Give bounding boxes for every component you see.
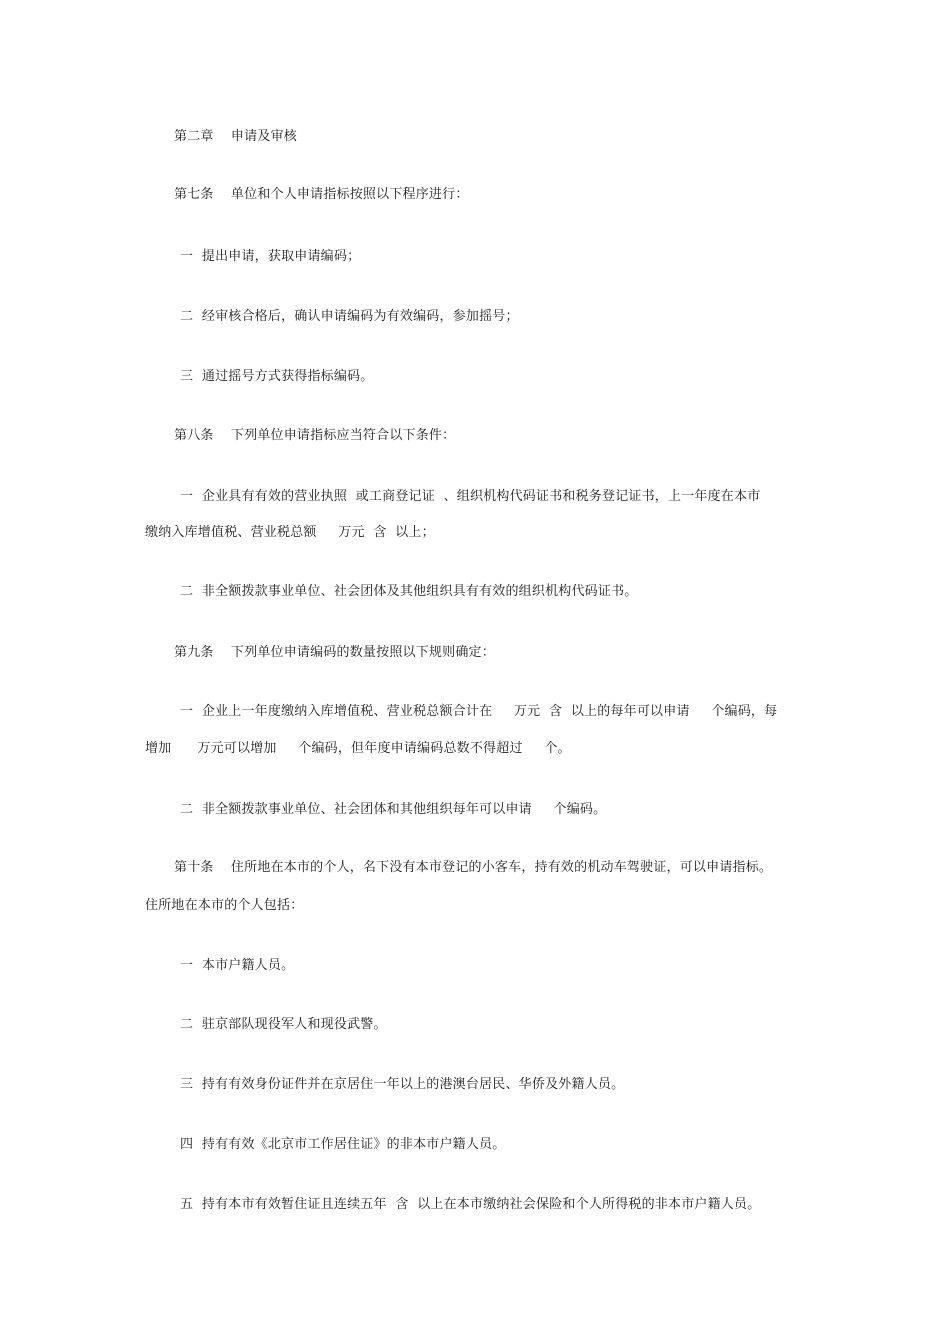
article-7-item-1: 一 提出申请，获取申请编码； bbox=[180, 249, 361, 264]
article-10-title-line-1: 第十条 住所地在本市的个人，名下没有本市登记的小客车，持有效的机动车驾驶证，可以申请指标。 bbox=[174, 860, 773, 875]
article-7-title: 第七条 单位和个人申请指标按照以下程序进行： bbox=[174, 187, 469, 202]
article-9-item-1-line-1: 一 企业上一年度缴纳入库增值税、营业税总额合计在 万元 含 以上的每年可以申请 个编码，每 bbox=[180, 704, 778, 719]
chapter-heading: 第二章 申请及审核 bbox=[174, 129, 297, 144]
article-10-item-3: 三 持有有效身份证件并在京居住一年以上的港澳台居民、华侨及外籍人员。 bbox=[180, 1077, 625, 1092]
article-9-title: 第九条 下列单位申请编码的数量按照以下规则确定： bbox=[174, 645, 495, 660]
article-8-item-2: 二 非全额拨款事业单位、社会团体及其他组织具有有效的组织机构代码证书。 bbox=[180, 584, 638, 599]
article-10-title-line-2: 住所地在本市的个人包括： bbox=[145, 898, 304, 913]
article-10-item-5: 五 持有本市有效暂住证且连续五年 含 以上在本市缴纳社会保险和个人所得税的非本市户籍人员。 bbox=[180, 1197, 761, 1212]
article-9-item-2: 二 非全额拨款事业单位、社会团体和其他组织每年可以申请 个编码。 bbox=[180, 802, 607, 817]
article-8-item-1-line-2: 缴纳入库增值税、营业税总额 万元 含 以上； bbox=[145, 525, 435, 540]
article-10-item-1: 一 本市户籍人员。 bbox=[180, 958, 295, 973]
article-9-item-1-line-2: 增加 万元可以增加 个编码，但年度申请编码总数不得超过 个。 bbox=[145, 741, 571, 756]
article-7-item-2: 二 经审核合格后，确认申请编码为有效编码，参加摇号； bbox=[180, 309, 519, 324]
article-7-item-3: 三 通过摇号方式获得指标编码。 bbox=[180, 369, 374, 384]
article-8-title: 第八条 下列单位申请指标应当符合以下条件： bbox=[174, 428, 456, 443]
article-10-item-4: 四 持有有效《北京市工作居住证》的非本市户籍人员。 bbox=[180, 1137, 506, 1152]
article-10-item-2: 二 驻京部队现役军人和现役武警。 bbox=[180, 1017, 387, 1032]
article-8-item-1-line-1: 一 企业具有有效的营业执照 或工商登记证 、组织机构代码证书和税务登记证书，上一年度在本市 bbox=[180, 489, 761, 504]
